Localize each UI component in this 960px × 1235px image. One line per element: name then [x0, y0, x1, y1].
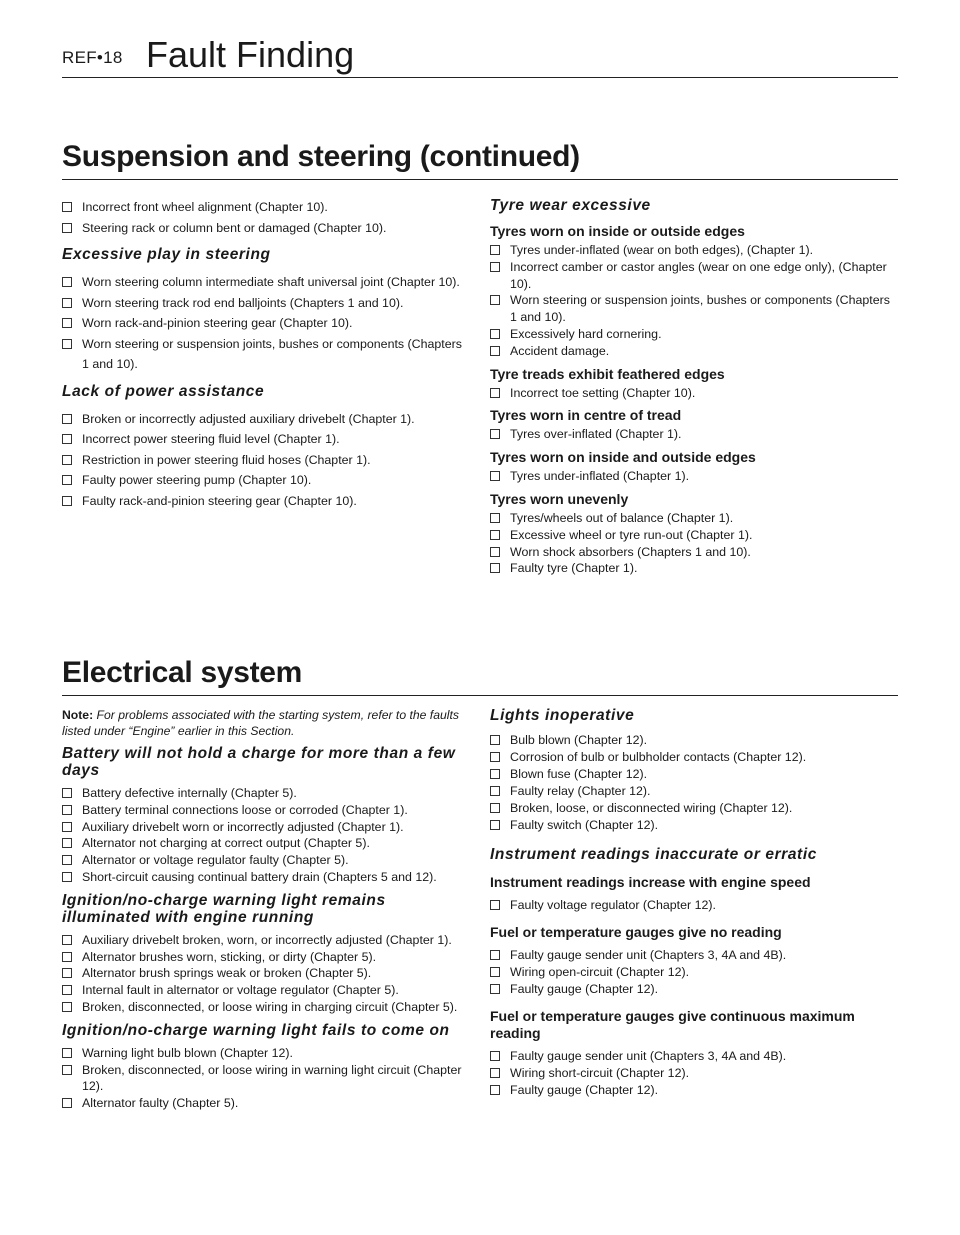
checklist-item: Battery defective internally (Chapter 5). — [62, 785, 468, 802]
checkbox-icon — [490, 471, 500, 481]
subheading-worn-unevenly: Tyres worn unevenly — [490, 490, 629, 507]
checkbox-icon — [62, 223, 72, 233]
checkbox-icon — [62, 202, 72, 212]
checkbox-icon — [490, 735, 500, 745]
checkbox-icon — [490, 820, 500, 830]
checklist-item: Incorrect toe setting (Chapter 10). — [490, 385, 896, 402]
checklist-item: Excessive wheel or tyre run-out (Chapter 1). — [490, 527, 896, 544]
fault-heading-tyre-wear: Tyre wear excessive — [490, 197, 651, 214]
checkbox-icon — [490, 429, 500, 439]
checklist-item: Faulty switch (Chapter 12). — [490, 817, 896, 834]
checkbox-icon — [490, 295, 500, 305]
checklist-item: Worn shock absorbers (Chapters 1 and 10). — [490, 544, 896, 561]
instrument-list — [490, 897, 896, 914]
page-reference: REF•18 — [62, 48, 123, 67]
battery-list — [62, 785, 468, 886]
fault-heading-battery: Battery will not hold a charge for more than a few days — [62, 745, 456, 779]
page-title: Fault Finding — [146, 34, 355, 75]
checkbox-icon — [490, 984, 500, 994]
checkbox-icon — [62, 805, 72, 815]
subheading-feathered-edges: Tyre treads exhibit feathered edges — [490, 365, 725, 382]
checkbox-icon — [490, 803, 500, 813]
warning-fails-list — [62, 1045, 468, 1112]
tyre-list — [490, 426, 896, 443]
checkbox-icon — [62, 1098, 72, 1108]
checklist-item: Alternator brushes worn, sticking, or dirty (Chapter 5). — [62, 949, 468, 966]
checkbox-icon — [62, 475, 72, 485]
checkbox-icon — [490, 547, 500, 557]
checklist-item: Faulty gauge sender unit (Chapters 3, 4A and 4B). — [490, 1048, 896, 1065]
subheading-inside-outside-edges: Tyres worn on inside or outside edges — [490, 223, 745, 239]
checklist-item: Auxiliary drivebelt worn or incorrectly adjusted (Chapter 1). — [62, 819, 468, 836]
checkbox-icon — [62, 822, 72, 832]
checkbox-icon — [62, 855, 72, 865]
checklist-item: Battery terminal connections loose or corroded (Chapter 1). — [62, 802, 468, 819]
checkbox-icon — [62, 318, 72, 328]
checklist-item: Alternator not charging at correct output (Chapter 5). — [62, 835, 468, 852]
checklist-item: Steering rack or column bent or damaged (Chapter 10). — [62, 218, 468, 239]
checklist-item: Warning light bulb blown (Chapter 12). — [62, 1045, 468, 1062]
checkbox-icon — [62, 298, 72, 308]
checklist-item: Faulty voltage regulator (Chapter 12). — [490, 897, 896, 914]
checklist-item: Short-circuit causing continual battery drain (Chapters 5 and 12). — [62, 869, 468, 886]
checklist-item: Broken or incorrectly adjusted auxiliary drivebelt (Chapter 1). — [62, 409, 468, 430]
fault-heading-warning-fails: Ignition/no-charge warning light fails to come on — [62, 1021, 450, 1039]
checklist-item: Worn steering column intermediate shaft universal joint (Chapter 10). — [62, 272, 468, 293]
checkbox-icon — [62, 872, 72, 882]
checklist-item: Auxiliary drivebelt broken, worn, or incorrectly adjusted (Chapter 1). — [62, 932, 468, 949]
checklist-item: Worn steering track rod end balljoints (Chapters 1 and 10). — [62, 293, 468, 314]
checkbox-icon — [62, 277, 72, 287]
checkbox-icon — [62, 935, 72, 945]
checklist-item: Worn steering or suspension joints, bushes or components (Chapters 1 and 10). — [490, 292, 896, 326]
checkbox-icon — [490, 563, 500, 573]
checkbox-icon — [490, 950, 500, 960]
section-title-suspension: Suspension and steering (continued) — [62, 140, 898, 180]
subheading-continuous-maximum: Fuel or temperature gauges give continuous maximum reading — [490, 1008, 855, 1041]
checkbox-icon — [490, 513, 500, 523]
fault-heading-excessive-play: Excessive play in steering — [62, 246, 271, 263]
checkbox-icon — [490, 786, 500, 796]
tyre-list — [490, 510, 896, 577]
checklist-item: Restriction in power steering fluid hoses (Chapter 1). — [62, 450, 468, 471]
checklist-item: Faulty power steering pump (Chapter 10). — [62, 470, 468, 491]
fault-heading-power-assistance: Lack of power assistance — [62, 382, 265, 400]
note-label: Note: — [62, 708, 94, 722]
checklist-item: Bulb blown (Chapter 12). — [490, 732, 896, 749]
instrument-list — [490, 1048, 896, 1099]
checklist-item: Faulty gauge (Chapter 12). — [490, 1082, 896, 1099]
checklist-item: Broken, disconnected, or loose wiring in charging circuit (Chapter 5). — [62, 999, 468, 1016]
tyre-list — [490, 468, 896, 485]
checklist-item: Alternator faulty (Chapter 5). — [62, 1095, 468, 1112]
checkbox-icon — [62, 455, 72, 465]
intro-list — [62, 197, 468, 238]
section-title-electrical: Electrical system — [62, 656, 898, 696]
checklist-item: Broken, disconnected, or loose wiring in warning light circuit (Chapter 12). — [62, 1062, 468, 1096]
checklist-item: Alternator brush springs weak or broken (Chapter 5). — [62, 965, 468, 982]
excessive-play-list — [62, 272, 468, 375]
checkbox-icon — [490, 530, 500, 540]
electrical-left-column — [62, 707, 468, 1112]
checkbox-icon — [62, 968, 72, 978]
checklist-item: Faulty relay (Chapter 12). — [490, 783, 896, 800]
page-header — [62, 30, 898, 78]
checkbox-icon — [490, 329, 500, 339]
checklist-item: Incorrect front wheel alignment (Chapter 10). — [62, 197, 468, 218]
checklist-item: Wiring short-circuit (Chapter 12). — [490, 1065, 896, 1082]
suspension-left-column — [62, 197, 468, 511]
checkbox-icon — [490, 245, 500, 255]
checkbox-icon — [490, 1051, 500, 1061]
lights-list — [490, 732, 896, 834]
checklist-item: Corrosion of bulb or bulbholder contacts (Chapter 12). — [490, 749, 896, 766]
checkbox-icon — [62, 1065, 72, 1075]
checklist-item: Blown fuse (Chapter 12). — [490, 766, 896, 783]
checklist-item: Alternator or voltage regulator faulty (Chapter 5). — [62, 852, 468, 869]
checkbox-icon — [62, 1002, 72, 1012]
fault-heading-lights: Lights inoperative — [490, 707, 635, 724]
note — [62, 707, 468, 739]
checkbox-icon — [62, 414, 72, 424]
checklist-item: Excessively hard cornering. — [490, 326, 896, 343]
subheading-centre-of-tread: Tyres worn in centre of tread — [490, 407, 682, 424]
checklist-item: Wiring open-circuit (Chapter 12). — [490, 964, 896, 981]
checklist-item: Incorrect camber or castor angles (wear on one edge only), (Chapter 10). — [490, 259, 896, 293]
checklist-item: Tyres under-inflated (Chapter 1). — [490, 468, 896, 485]
checkbox-icon — [62, 985, 72, 995]
fault-heading-instruments: Instrument readings inaccurate or erratic — [490, 846, 817, 863]
checklist-item: Worn steering or suspension joints, bushes or components (Chapters 1 and 10). — [62, 334, 468, 375]
subheading-no-reading: Fuel or temperature gauges give no reading — [490, 924, 782, 940]
tyre-list — [490, 242, 896, 360]
checkbox-icon — [490, 1085, 500, 1095]
checkbox-icon — [62, 434, 72, 444]
checkbox-icon — [490, 752, 500, 762]
checkbox-icon — [490, 262, 500, 272]
tyre-list — [490, 385, 896, 402]
checkbox-icon — [490, 769, 500, 779]
checklist-item: Incorrect power steering fluid level (Chapter 1). — [62, 429, 468, 450]
checklist-item: Worn rack-and-pinion steering gear (Chapter 10). — [62, 313, 468, 334]
fault-heading-warning-remains: Ignition/no-charge warning light remains illuminated with engine running — [62, 891, 386, 926]
warning-remains-list — [62, 932, 468, 1016]
checklist-item: Faulty rack-and-pinion steering gear (Chapter 10). — [62, 491, 468, 512]
checklist-item: Tyres under-inflated (wear on both edges), (Chapter 1). — [490, 242, 896, 259]
note-text: For problems associated with the starting system, refer to the faults listed under “Engine” earlier in this Section. — [62, 708, 459, 738]
checkbox-icon — [490, 388, 500, 398]
checkbox-icon — [490, 967, 500, 977]
checklist-item: Accident damage. — [490, 343, 896, 360]
checklist-item: Tyres over-inflated (Chapter 1). — [490, 426, 896, 443]
electrical-right-column — [490, 707, 896, 1099]
checkbox-icon — [490, 1068, 500, 1078]
checklist-item: Internal fault in alternator or voltage regulator (Chapter 5). — [62, 982, 468, 999]
subheading-engine-speed: Instrument readings increase with engine speed — [490, 874, 811, 890]
checkbox-icon — [62, 1048, 72, 1058]
checklist-item: Tyres/wheels out of balance (Chapter 1). — [490, 510, 896, 527]
suspension-right-column — [490, 197, 896, 577]
checkbox-icon — [62, 496, 72, 506]
checkbox-icon — [62, 952, 72, 962]
checkbox-icon — [490, 346, 500, 356]
instrument-list — [490, 947, 896, 998]
subheading-inside-and-outside: Tyres worn on inside and outside edges — [490, 449, 756, 466]
checkbox-icon — [62, 788, 72, 798]
checklist-item: Faulty gauge sender unit (Chapters 3, 4A and 4B). — [490, 947, 896, 964]
checklist-item: Faulty gauge (Chapter 12). — [490, 981, 896, 998]
checklist-item: Faulty tyre (Chapter 1). — [490, 560, 896, 577]
power-assistance-list — [62, 409, 468, 512]
checkbox-icon — [62, 838, 72, 848]
checklist-item: Broken, loose, or disconnected wiring (Chapter 12). — [490, 800, 896, 817]
checkbox-icon — [62, 339, 72, 349]
checkbox-icon — [490, 900, 500, 910]
